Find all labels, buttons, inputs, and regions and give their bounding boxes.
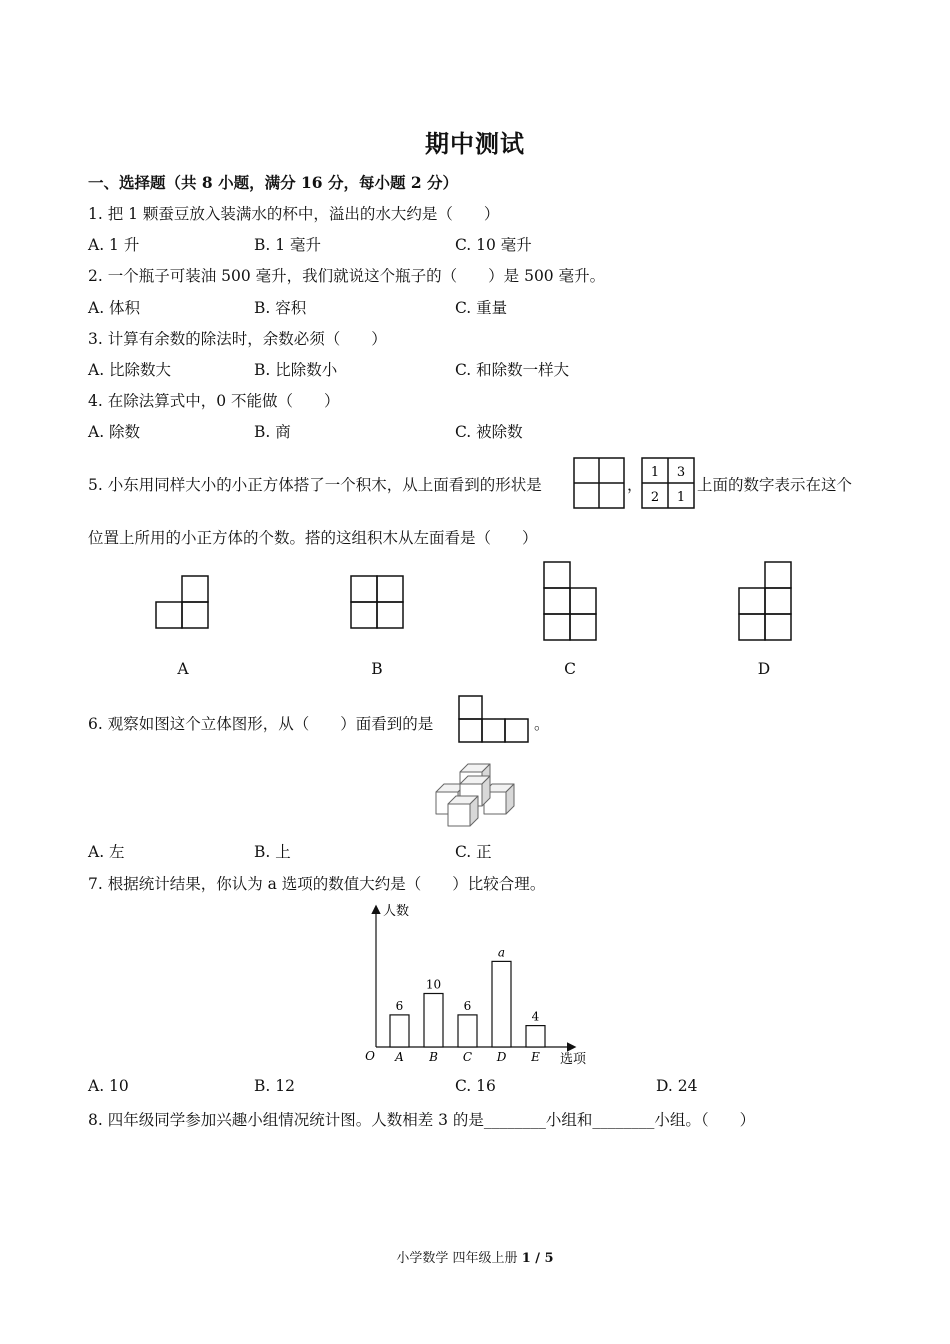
cube-stack-figure bbox=[430, 762, 516, 830]
q6-option-c: C. 正 bbox=[455, 843, 492, 861]
grid-number: 1 bbox=[650, 465, 660, 480]
question-8: 8. 四年级同学参加兴趣小组情况统计图。人数相差 3 的是________小组和________小组。（ ） bbox=[88, 1111, 756, 1129]
x-axis-label: 选项 bbox=[560, 1052, 587, 1067]
question-5-separator: ， bbox=[627, 476, 643, 494]
q2-option-c: C. 重量 bbox=[455, 299, 508, 317]
choice-b-figure bbox=[350, 575, 406, 629]
y-axis-label: 人数 bbox=[383, 904, 410, 919]
tick-label: A bbox=[395, 1050, 404, 1064]
section-heading: 一、选择题（共 8 小题，满分 16 分，每小题 2 分） bbox=[88, 173, 459, 192]
bar-e bbox=[526, 1026, 545, 1047]
question-6-end: 。 bbox=[534, 715, 550, 733]
bar-chart bbox=[360, 897, 600, 1069]
tick-label: C bbox=[462, 1050, 473, 1064]
page-title: 期中测试 bbox=[425, 129, 525, 158]
data-label: 6 bbox=[395, 998, 404, 1013]
q6-option-a: A. 左 bbox=[88, 843, 125, 861]
tick-label: B bbox=[429, 1050, 438, 1064]
q7-option-b: B. 12 bbox=[254, 1077, 295, 1095]
choice-c-label: C bbox=[564, 660, 576, 678]
grid-number: 3 bbox=[676, 465, 686, 480]
top-view-grid bbox=[573, 457, 625, 509]
q1-option-c: C. 10 毫升 bbox=[455, 236, 532, 254]
grid-number: 1 bbox=[676, 490, 686, 505]
q7-option-c: C. 16 bbox=[455, 1077, 496, 1095]
data-label: 10 bbox=[425, 977, 442, 992]
origin-label: O bbox=[365, 1049, 375, 1063]
question-5-part3: 位置上所用的小正方体的个数。搭的这组积木从左面看是（ ） bbox=[88, 529, 538, 547]
data-label: 4 bbox=[531, 1009, 540, 1024]
page-footer bbox=[0, 1247, 950, 1266]
tick-label: D bbox=[496, 1050, 507, 1064]
question-1: 1. 把 1 颗蚕豆放入装满水的杯中，溢出的水大约是（ ） bbox=[88, 205, 500, 223]
bar-c bbox=[458, 1015, 477, 1047]
q2-option-b: B. 容积 bbox=[254, 299, 307, 317]
question-5-part1: 5. 小东用同样大小的小正方体搭了一个积木，从上面看到的形状是 bbox=[88, 476, 542, 494]
question-3: 3. 计算有余数的除法时，余数必须（ ） bbox=[88, 330, 387, 348]
q7-option-d: D. 24 bbox=[656, 1077, 698, 1095]
choice-a-figure bbox=[155, 575, 211, 629]
footer-text: 小学数学 四年级上册 bbox=[396, 1251, 522, 1266]
choice-c-figure bbox=[543, 561, 599, 641]
q4-option-a: A. 除数 bbox=[88, 423, 141, 441]
q1-option-a: A. 1 升 bbox=[88, 236, 140, 254]
q3-option-c: C. 和除数一样大 bbox=[455, 361, 570, 379]
data-label: 6 bbox=[463, 998, 472, 1013]
choice-d-label: D bbox=[757, 660, 771, 678]
q1-option-b: B. 1 毫升 bbox=[254, 236, 322, 254]
q4-option-c: C. 被除数 bbox=[455, 423, 523, 441]
question-6: 6. 观察如图这个立体图形，从（ ）面看到的是 bbox=[88, 715, 434, 733]
q3-option-b: B. 比除数小 bbox=[254, 361, 338, 379]
q6-option-b: B. 上 bbox=[254, 843, 291, 861]
view-shape-figure bbox=[458, 695, 532, 745]
q2-option-a: A. 体积 bbox=[88, 299, 141, 317]
choice-a-label: A bbox=[177, 660, 189, 678]
grid-number: 2 bbox=[650, 490, 660, 505]
choice-d-figure bbox=[738, 561, 794, 641]
q3-option-a: A. 比除数大 bbox=[88, 361, 172, 379]
question-5-part2: 上面的数字表示在这个 bbox=[697, 476, 853, 494]
question-4: 4. 在除法算式中，0 不能做（ ） bbox=[88, 392, 340, 410]
data-label: a bbox=[497, 945, 506, 960]
choice-b-label: B bbox=[371, 660, 383, 678]
page-number: 1 / 5 bbox=[521, 1251, 554, 1266]
q7-option-a: A. 10 bbox=[88, 1077, 129, 1095]
bar-a bbox=[390, 1015, 409, 1047]
numbered-top-view-grid bbox=[641, 457, 695, 509]
bar-b bbox=[424, 994, 443, 1048]
question-2: 2. 一个瓶子可装油 500 毫升，我们就说这个瓶子的（ ）是 500 毫升。 bbox=[88, 267, 606, 285]
bar-d bbox=[492, 961, 511, 1047]
tick-label: E bbox=[531, 1050, 540, 1064]
question-7: 7. 根据统计结果，你认为 a 选项的数值大约是（ ）比较合理。 bbox=[88, 875, 546, 893]
q4-option-b: B. 商 bbox=[254, 423, 291, 441]
